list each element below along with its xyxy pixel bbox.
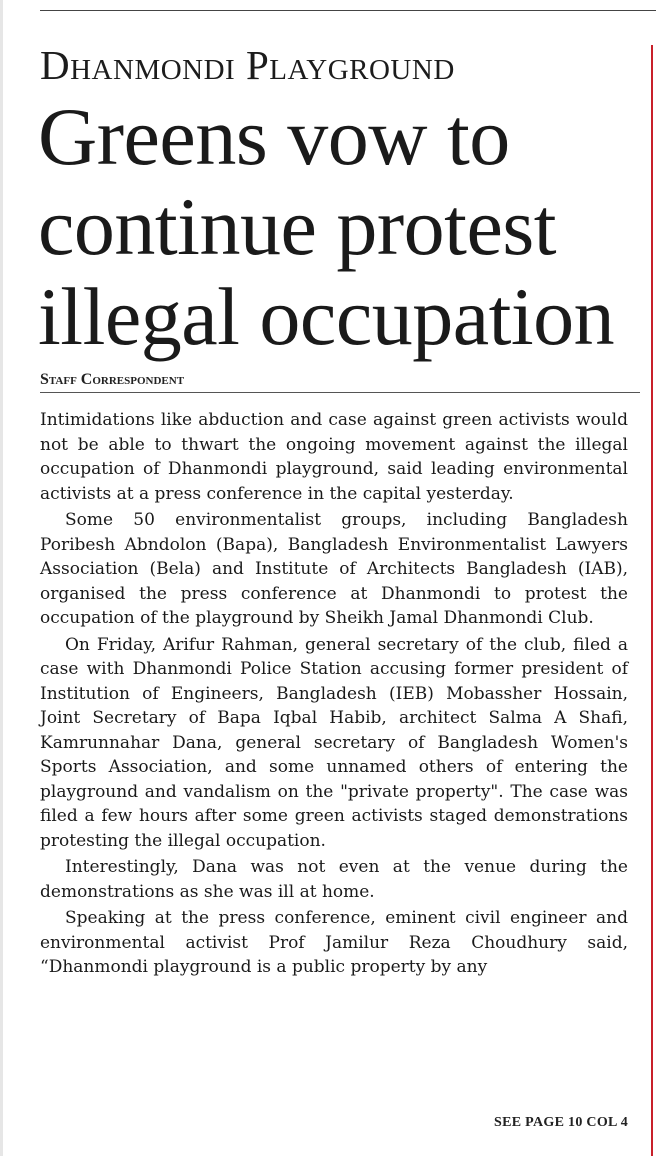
paragraph: Speaking at the press conference, eminent civil engineer and environmental activist Prof Jamilur Reza Choudhury said, “Dhanmondi playground is a public property by any	[40, 908, 628, 977]
headline	[38, 92, 643, 362]
article-body	[40, 408, 628, 982]
headline-line: illegal occupation	[38, 271, 615, 362]
paragraph: Intimidations like abduction and case against green activists would not be able to thwart the ongoing movement against the illegal occupation of Dhanmondi playground, said leading environmental activists at a press conference in the capital yesterday.	[40, 410, 628, 504]
paragraph: Interestingly, Dana was not even at the venue during the demonstrations as she was ill at home.	[40, 857, 628, 902]
paragraph: Some 50 environmentalist groups, including Bangladesh Poribesh Abndolon (Bapa), Bangladesh Environmentalist Lawyers Association (Bela) and Institute of Architects Bangladesh (IAB), organised the press conference at Dhanmondi to protest the occupation of the playground by Sheikh Jamal Dhanmondi Club.	[40, 510, 628, 628]
byline-rule	[40, 392, 640, 393]
kicker: Dhanmondi Playground	[40, 42, 455, 88]
headline-line: continue protest	[38, 181, 557, 272]
paragraph: On Friday, Arifur Rahman, general secretary of the club, filed a case with Dhanmondi Police Station accusing former president of Institution of Engineers, Bangladesh (IEB) Mobassher Hossain, Joint Secretary of Bapa Iqbal Habib, architect Salma A Shafi, Kamrunnahar Dana, general secretary of Bangladesh Women's Sports Association, and some unnamed others of entering the playground and vandalism on the "private property". The case was filed a few hours after some green activists staged demonstrations protesting the illegal occupation.	[40, 634, 628, 851]
headline-line: Greens vow to	[38, 91, 510, 182]
byline: Staff Correspondent	[40, 371, 185, 388]
column-divider-red	[651, 45, 653, 1156]
continued-on-page: SEE PAGE 10 COL 4	[494, 1115, 628, 1130]
top-rule	[40, 10, 656, 11]
page-edge-shadow	[0, 0, 3, 1156]
